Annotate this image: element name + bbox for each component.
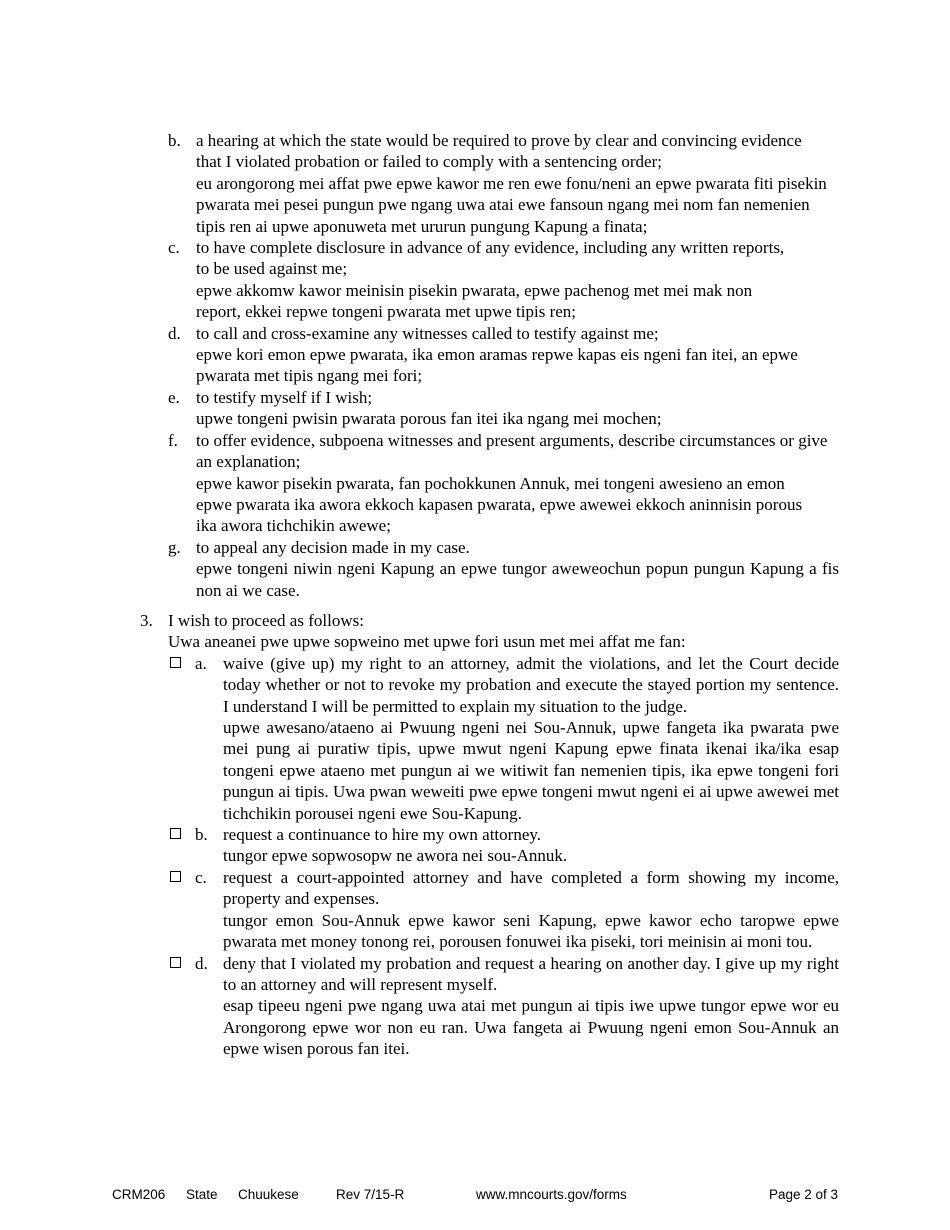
form-id: CRM206 xyxy=(112,1187,166,1202)
item-letter: b. xyxy=(168,131,181,150)
section-3 xyxy=(140,610,839,1060)
item-letter: g. xyxy=(168,537,181,557)
option-text-ch: tungor epwe sopwosopw ne awora nei sou-Annuk. xyxy=(223,846,568,866)
item-letter: f. xyxy=(168,430,178,450)
page-number: Page 2 of 3 xyxy=(768,1187,838,1202)
option-c xyxy=(170,867,839,953)
section-heading: I wish to proceed as follows: xyxy=(168,611,364,630)
rights-list xyxy=(168,130,839,601)
item-text-en: to offer evidence, subpoena witnesses and present arguments, describe circumstances or give an explanation; xyxy=(196,430,828,472)
item-text-ch: epwe tongeni niwin ngeni Kapung an epwe tungor aweweochun popun pungun Kapung a fis non ai we case. xyxy=(196,559,839,600)
right-item-g xyxy=(168,537,839,601)
item-text-en: to testify myself if I wish; xyxy=(196,387,373,407)
right-item-b xyxy=(168,130,839,237)
right-item-e xyxy=(168,387,839,430)
language: Chuukese xyxy=(238,1187,299,1202)
option-d xyxy=(170,953,839,1060)
section-heading-ch: Uwa aneanei pwe upwe sopweino met upwe fori usun met mei affat me fan: xyxy=(168,632,686,652)
item-text-ch: upwe tongeni pwisin pwarata porous fan itei ika ngang mei mochen; xyxy=(196,409,662,429)
item-text-en: a hearing at which the state would be required to prove by clear and convincing evidence that I violated probation or failed to comply with a sentencing order; xyxy=(196,131,802,172)
forms-url[interactable]: www.mncourts.gov/forms xyxy=(476,1187,627,1202)
option-text-en: waive (give up) my right to an attorney, admit the violations, and let the Court decide today whether or not to revoke my probation and execute the stayed portion my sentence. I understand I will be permitted to explain my situation to the judge. xyxy=(223,653,839,716)
options-list xyxy=(140,653,839,1060)
option-letter: c. xyxy=(195,867,207,887)
option-b-checkbox[interactable] xyxy=(170,824,195,867)
option-text-en: deny that I violated my probation and request a hearing on another day. I give up my right to an attorney and will represent myself. xyxy=(223,953,839,994)
option-a xyxy=(170,653,839,824)
option-text-ch: tungor emon Sou-Annuk epwe kawor seni Kapung, epwe kawor echo taropwe epwe pwarata met money tonong rei, porousen fonuwei ika piseki, tori meinisin ai moni tou. xyxy=(223,910,839,952)
revision: Rev 7/15-R xyxy=(336,1187,405,1202)
item-letter: c. xyxy=(168,238,180,258)
option-text-en: request a continuance to hire my own attorney. xyxy=(223,825,542,845)
option-text-ch: upwe awesano/ataeno ai Pwuung ngeni nei Sou-Annuk, upwe fangeta ika pwarata pwe mei pung ai puratiw tipis, upwe mwut ngeni Kapung epwe finata ikenai ika/ika esap tongeni epwe ataeno met pungun ai we witiwit fan nemenien tipis, ika epwe tongeni fori pungun ai tipis. Uwa pwan weweiti pwe epwe tongeni mwut ngeni ei ai upwe awewei met tichchikin porousei ngeni ewe Sou-Kapung. xyxy=(223,718,839,823)
item-letter: e. xyxy=(168,387,180,407)
option-a-checkbox[interactable] xyxy=(170,653,195,824)
item-text-en: to call and cross-examine any witnesses called to testify against me; xyxy=(196,323,659,343)
right-item-c xyxy=(168,237,839,323)
item-text-en: to appeal any decision made in my case. xyxy=(196,537,470,557)
right-item-d xyxy=(168,323,839,387)
option-letter: d. xyxy=(195,953,208,973)
item-letter: d. xyxy=(168,323,181,343)
option-d-checkbox[interactable] xyxy=(170,953,195,1060)
right-item-f xyxy=(168,430,839,537)
option-text-en: request a court-appointed attorney and have completed a form showing my income, property and expenses. xyxy=(223,867,839,909)
page-footer xyxy=(0,1184,950,1204)
option-letter: a. xyxy=(195,653,207,673)
section-number: 3. xyxy=(140,611,153,630)
jurisdiction: State xyxy=(186,1187,218,1202)
item-text-ch: epwe akkomw kawor meinisin pisekin pwarata, epwe pachenog met mei mak non report, ekkei repwe tongeni pwarata met upwe tipis ren; xyxy=(196,280,753,322)
option-b xyxy=(170,824,839,867)
option-letter: b. xyxy=(195,825,208,845)
item-text-ch: epwe kori emon epwe pwarata, ika emon aramas repwe kapas eis ngeni fan itei, an epwe pwarata met tipis ngang mei fori; xyxy=(196,345,798,386)
option-c-checkbox[interactable] xyxy=(170,867,195,953)
item-text-en: to have complete disclosure in advance of any evidence, including any written reports, to be used against me; xyxy=(196,238,785,279)
option-text-ch: esap tipeeu ngeni pwe ngang uwa atai met pungun ai tipis iwe upwe tungor epwe wor eu Arongorong epwe wor non eu ran. Uwa fangeta ai Pwuung ngeni emon Sou-Annuk an epwe wisen porous fan itei. xyxy=(223,996,839,1059)
item-text-ch: epwe kawor pisekin pwarata, fan pochokkunen Annuk, mei tongeni awesieno an emon epwe pwarata ika awora ekkoch kapasen pwarata, epwe awewei ekkoch aninnisin porous ika awora tichchikin awewe; xyxy=(196,473,803,536)
item-text-ch: eu arongorong mei affat pwe epwe kawor me ren ewe fonu/neni an epwe pwarata fiti pisekin pwarata mei pesei pungun pwe ngang uwa atai ewe fansoun ngang mei nom fan nemenien tipis ren ai upwe aponuweta met ururun pungung Kapung a finata; xyxy=(196,173,827,236)
